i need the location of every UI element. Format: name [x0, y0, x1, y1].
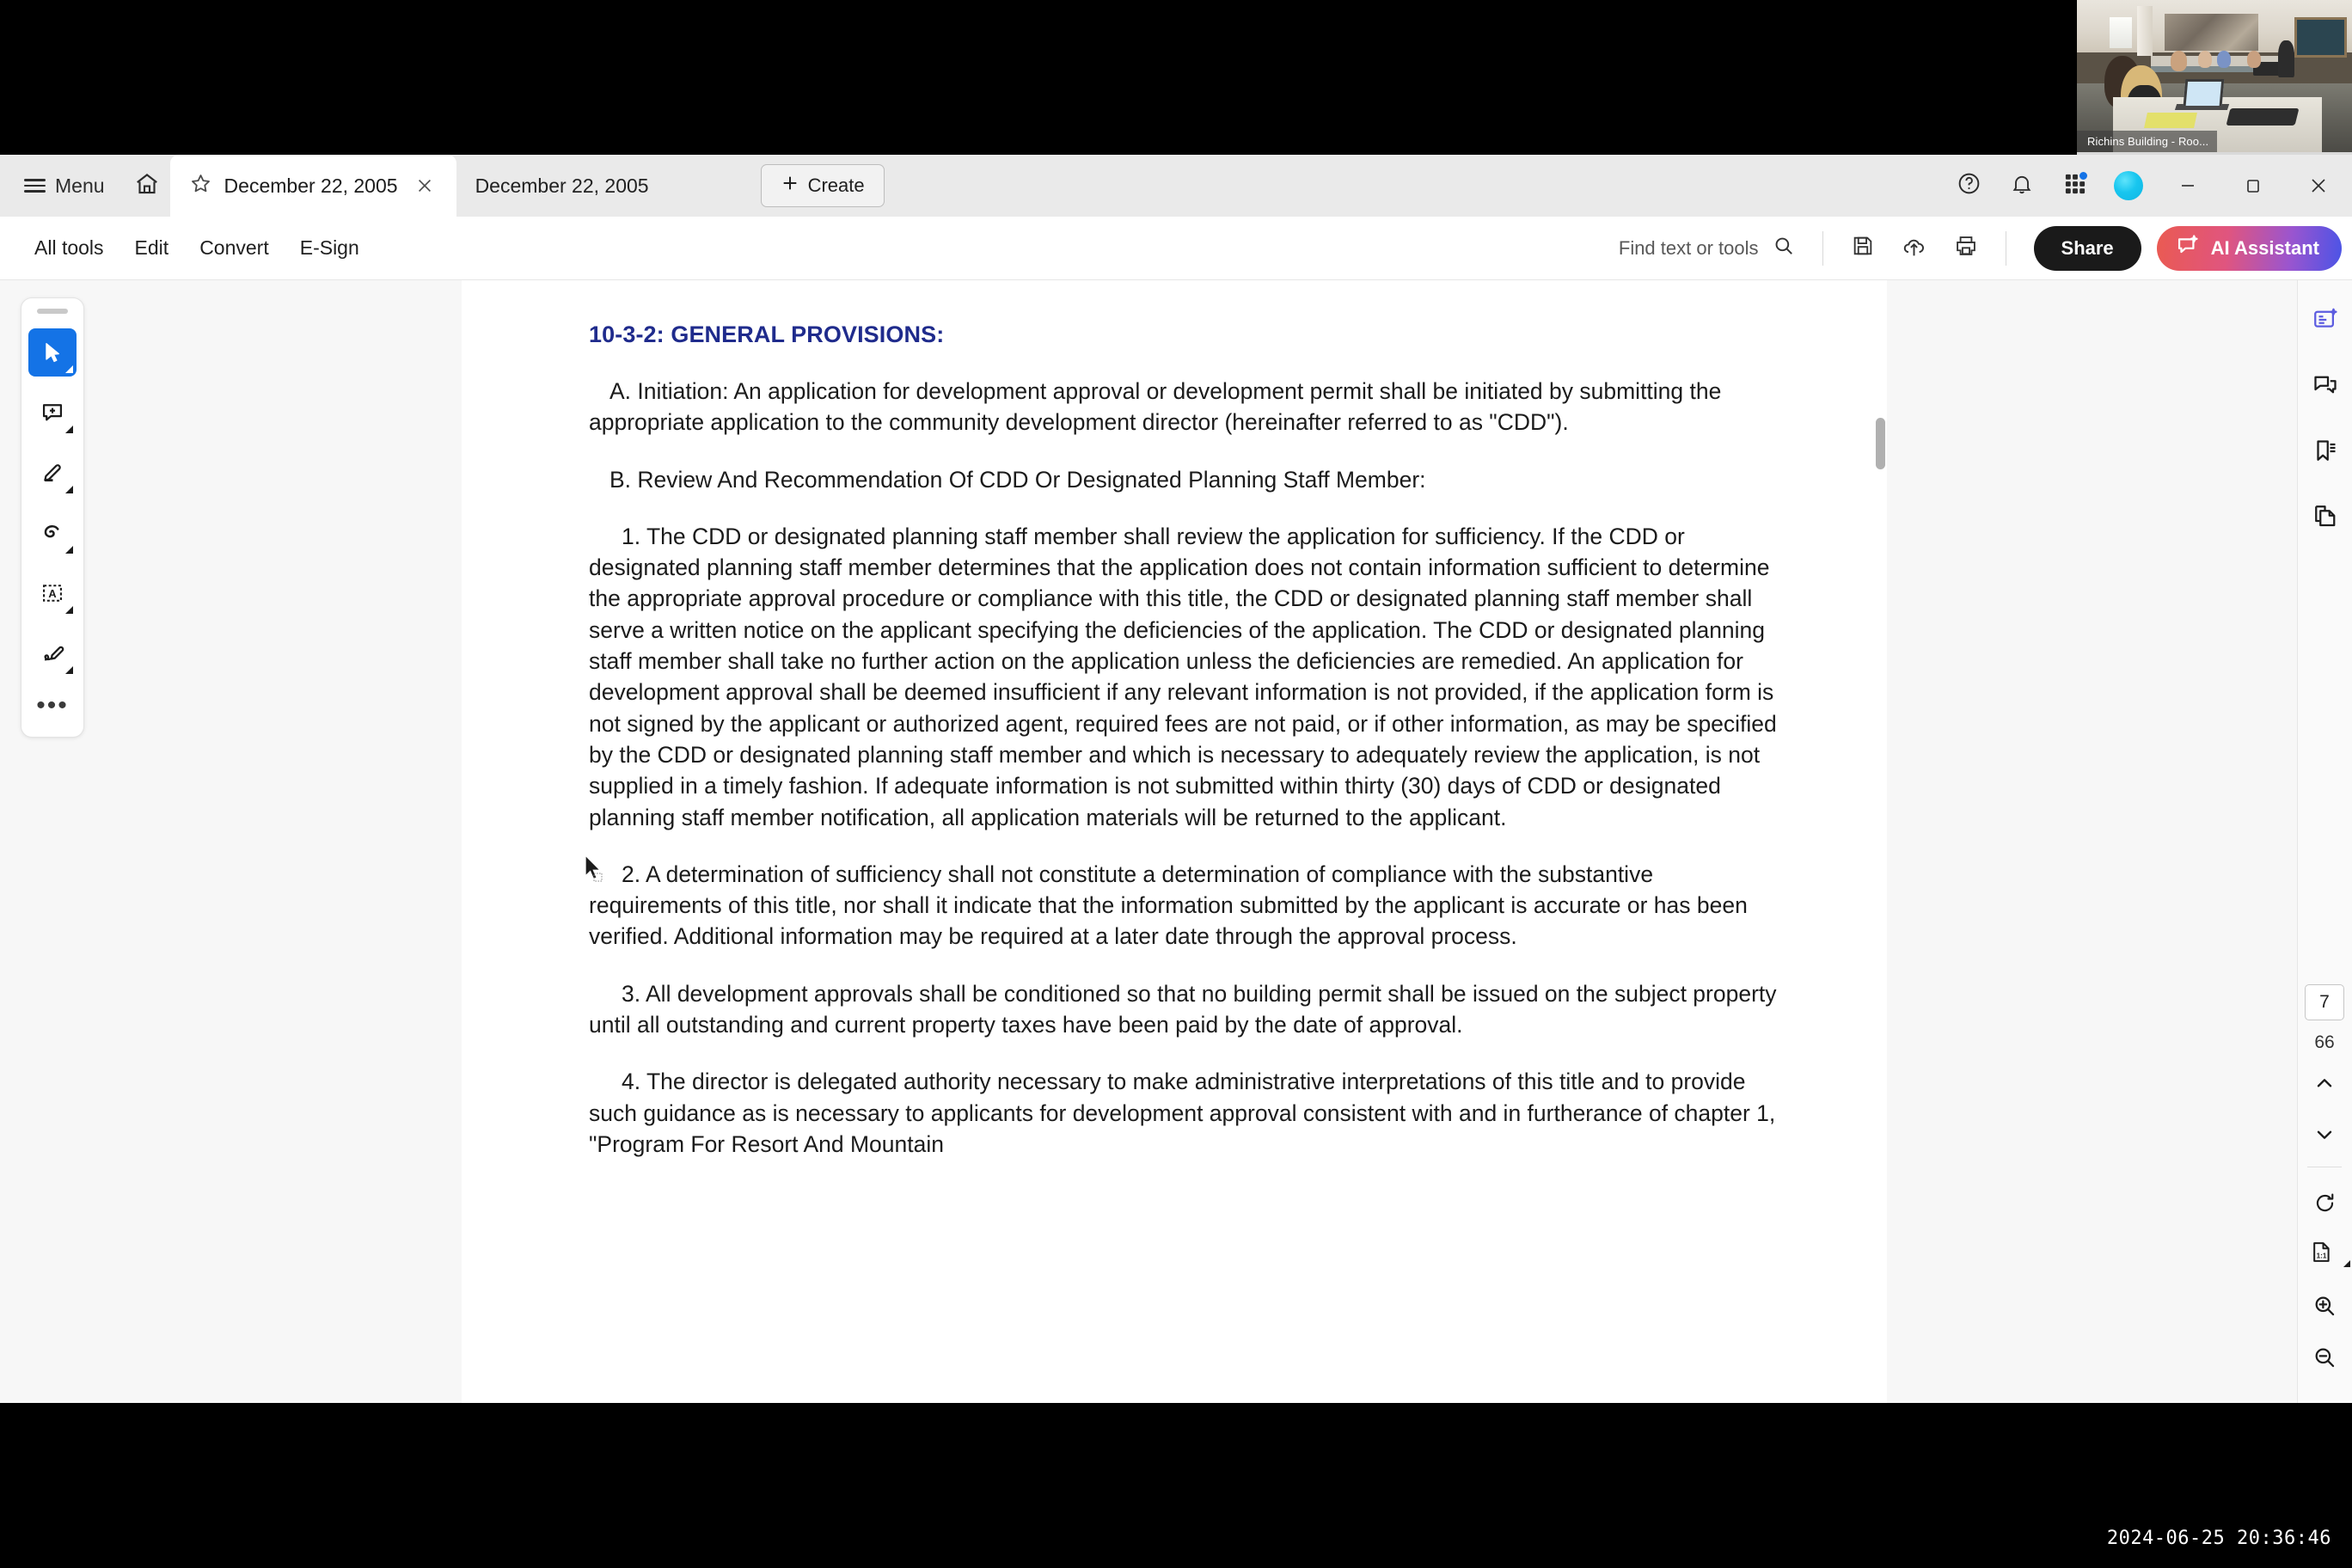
ai-summary-icon-button[interactable]	[2303, 299, 2348, 344]
print-icon	[1954, 234, 1978, 262]
tab-strip	[0, 155, 2352, 217]
toolbar-drag-handle[interactable]	[37, 309, 68, 314]
find-placeholder: Find text or tools	[1618, 236, 1759, 259]
page-thumbnails-icon	[2312, 503, 2338, 533]
select-tool[interactable]	[28, 328, 77, 377]
bookmarks-icon	[2312, 438, 2338, 468]
apps-button[interactable]	[2051, 162, 2099, 210]
ai-assistant-button[interactable]	[2157, 226, 2342, 271]
minimize-window-button[interactable]	[2158, 155, 2218, 217]
annotation-toolbar	[21, 297, 84, 738]
tool-options-caret-icon-6[interactable]	[65, 666, 73, 674]
restore-window-button[interactable]	[2223, 155, 2283, 217]
share-button[interactable]: Share	[2034, 226, 2141, 271]
create-button[interactable]	[761, 164, 885, 207]
search-icon	[1773, 235, 1795, 262]
tool-options-caret-icon-3[interactable]	[65, 486, 73, 493]
document-scrollbar[interactable]	[1873, 280, 1887, 1403]
webcam-video-thumbnail[interactable]	[2077, 0, 2352, 155]
edit-button[interactable]: Edit	[134, 236, 169, 259]
tab-document-inactive[interactable]	[456, 155, 740, 217]
tab-close-icon[interactable]	[410, 171, 439, 200]
paragraph-b1: 1. The CDD or designated planning staff member shall review the application for sufficiency. If the CDD or designated planning staff member determines that the application does not contain information sufficient to determine the appropriate approval procedure or compliance with this title, the CDD or designated planning staff member shall serve a written notice on the applicant specifying the deficiencies of the application. The CDD or designated planning staff member shall take no further action on the application unless the deficiencies are remedied. An application for development approval shall be deemed insufficient if any relevant information is not provided, if the application form is not signed by the applicant or authorized agent, required fees are not paid, or if other information, as may be specified by the CDD or designated planning staff member and which is necessary to adequately review the application, is not supplied in a timely fashion. If adequate information is not submitted within thirty (30) days of CDD or designated planning staff member notification, all application materials will be returned to the applicant.	[589, 523, 1777, 830]
textbox-tool[interactable]	[28, 569, 77, 617]
all-tools-button[interactable]: All tools	[34, 236, 104, 259]
tool-options-caret-icon-4[interactable]	[65, 546, 73, 554]
menu-button[interactable]	[12, 167, 117, 205]
esign-button[interactable]: E-Sign	[299, 236, 359, 259]
divider	[1822, 231, 1823, 266]
paragraph-b3: 3. All development approvals shall be conditioned so that no building permit shall be issued on the subject property until all outstanding and current property taxes have been paid by the date of approval.	[589, 980, 1777, 1038]
tool-options-caret-icon-2[interactable]	[65, 426, 73, 433]
paragraph-b2: 2. A determination of sufficiency shall not constitute a determination of compliance with the substantive requirements of this title, nor shall it indicate that the information submitted by the applicant is accurate or has been verified. Additional information may be required at a later date through the approval process.	[589, 861, 1748, 950]
create-button-label: Create	[807, 175, 865, 196]
find-input[interactable]	[1605, 230, 1807, 267]
ai-assistant-label: AI Assistant	[2210, 236, 2319, 259]
right-sidebar	[2297, 280, 2352, 1403]
plus-icon	[781, 174, 799, 198]
signature-tool[interactable]	[28, 629, 77, 677]
help-button[interactable]	[1945, 162, 1993, 210]
ai-sparkle-icon	[2176, 234, 2200, 263]
zoom-in-button[interactable]	[2303, 1284, 2346, 1327]
page-thumbnails-panel-button[interactable]	[2303, 495, 2348, 540]
svg-text:1:1: 1:1	[2316, 1252, 2326, 1260]
fit-ratio-icon	[2310, 1240, 2333, 1268]
document-viewport[interactable]	[462, 280, 1887, 1403]
ai-summary-icon	[2312, 307, 2338, 337]
notifications-button[interactable]	[1998, 162, 2046, 210]
home-button[interactable]	[124, 162, 170, 209]
avatar	[2114, 171, 2143, 200]
document-page	[462, 280, 1887, 1403]
next-page-button[interactable]	[2303, 1113, 2346, 1156]
menu-button-label: Menu	[55, 174, 105, 197]
scrollbar-thumb[interactable]	[1876, 418, 1885, 469]
paragraph-a: A. Initiation: An application for development approval or development permit shall be initiated by submitting the appropriate application to the community development director (hereinafter referred to as "CDD").	[589, 378, 1722, 436]
help-icon	[1957, 171, 1981, 200]
command-bar	[0, 217, 2352, 280]
apps-grid-icon	[2063, 172, 2087, 200]
convert-button[interactable]: Convert	[199, 236, 269, 259]
svg-text:A: A	[48, 587, 57, 601]
hamburger-icon	[24, 179, 46, 193]
save-icon	[1851, 234, 1875, 262]
page-number-input[interactable]: 7	[2305, 984, 2344, 1020]
cloud-upload-icon	[1902, 234, 1926, 263]
fit-page-button[interactable]	[2303, 1233, 2346, 1276]
upload-to-cloud-button[interactable]	[1890, 224, 1939, 273]
comments-panel-button[interactable]	[2303, 364, 2348, 409]
tool-options-caret-icon[interactable]	[65, 365, 73, 373]
recording-timestamp: 2024-06-25 20:36:46	[2106, 1528, 2331, 1549]
rotate-button[interactable]	[2303, 1181, 2346, 1224]
more-tools-button[interactable]: •••	[36, 691, 69, 720]
print-button[interactable]	[1942, 224, 1990, 273]
tab-title: December 22, 2005	[224, 174, 398, 197]
save-button[interactable]	[1839, 224, 1887, 273]
bookmarks-panel-button[interactable]	[2303, 430, 2348, 475]
page-total-label: 66	[2314, 1032, 2335, 1052]
bell-icon	[2010, 172, 2034, 200]
draw-tool[interactable]	[28, 509, 77, 557]
tool-options-caret-icon-5[interactable]	[65, 606, 73, 614]
comment-tool[interactable]	[28, 389, 77, 437]
page-navigation-controls	[2297, 984, 2352, 1379]
comments-icon	[2312, 372, 2338, 402]
paragraph-b: B. Review And Recommendation Of CDD Or Designated Planning Staff Member:	[609, 466, 1426, 493]
fit-options-caret-icon[interactable]	[2343, 1260, 2350, 1267]
tab-document-active[interactable]	[170, 155, 456, 217]
paragraph-b4: 4. The director is delegated authority necessary to make administrative interpretations of this title and to provide such guidance as is necessary to applicants for development approval consistent with and in furtherance of chapter 1, "Program For Resort And Mountain	[589, 1069, 1776, 1157]
highlight-tool[interactable]	[28, 449, 77, 497]
video-source-label: Richins Building - Roo...	[2077, 131, 2217, 153]
home-icon	[134, 171, 160, 201]
section-heading: 10-3-2: GENERAL PROVISIONS:	[589, 322, 945, 347]
tab-title-2: December 22, 2005	[475, 174, 649, 197]
account-avatar-button[interactable]	[2104, 162, 2153, 210]
close-window-button[interactable]	[2288, 155, 2349, 217]
zoom-out-button[interactable]	[2303, 1336, 2346, 1379]
previous-page-button[interactable]	[2303, 1062, 2346, 1105]
star-icon[interactable]	[189, 172, 212, 200]
pdf-application-window	[0, 155, 2352, 1403]
work-area	[0, 280, 2352, 1403]
